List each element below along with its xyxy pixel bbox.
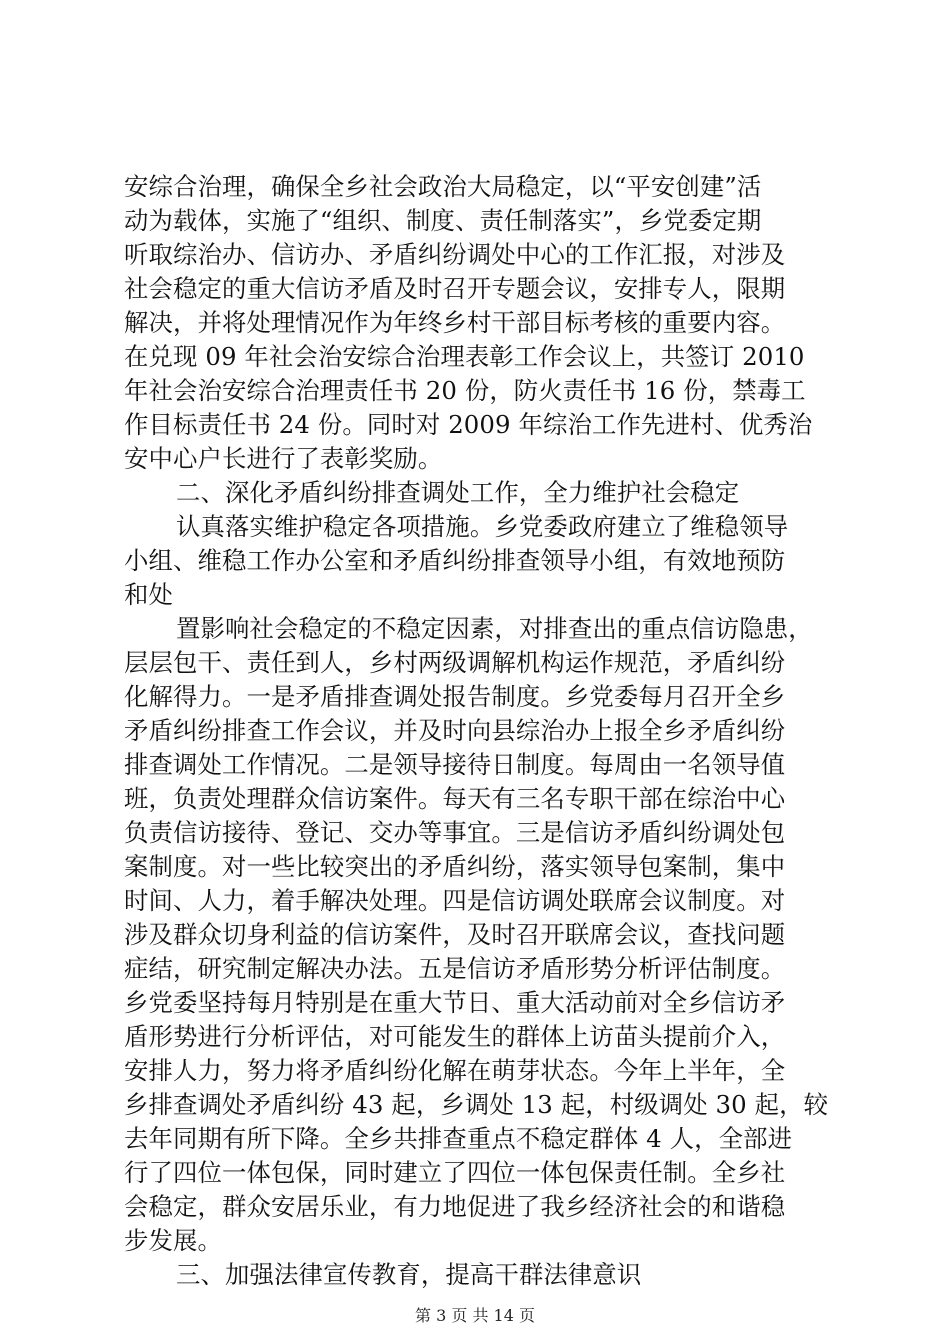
- text-line: 作目标责任书 24 份。同时对 2009 年综治工作先进村、优秀治: [124, 410, 813, 439]
- text-line: 班，负责处理群众信访案件。每天有三名专职干部在综治中心: [124, 784, 786, 813]
- page-footer: 第 3 页 共 14 页: [415, 1306, 535, 1325]
- text-line: 步发展。: [124, 1226, 222, 1255]
- text-line: 症结，研究制定解决办法。五是信访矛盾形势分析评估制度。: [124, 954, 786, 983]
- section-heading: 三、加强法律宣传教育，提高干群法律意识: [176, 1260, 642, 1289]
- text-line: 会稳定，群众安居乐业，有力地促进了我乡经济社会的和谐稳: [124, 1192, 786, 1221]
- text-line: 去年同期有所下降。全乡共排查重点不稳定群体 4 人，全部进: [124, 1124, 793, 1153]
- text-line: 行了四位一体包保，同时建立了四位一体包保责任制。全乡社: [124, 1158, 786, 1187]
- text-line: 安排人力，努力将矛盾纠纷化解在萌芽状态。今年上半年，全: [124, 1056, 786, 1085]
- text-line: 动为载体，实施了“组织、制度、责任制落实”，乡党委定期: [124, 206, 762, 235]
- text-line: 认真落实维护稳定各项措施。乡党委政府建立了维稳领导: [176, 512, 789, 541]
- text-line: 年社会治安综合治理责任书 20 份，防火责任书 16 份，禁毒工: [124, 376, 806, 405]
- text-line: 化解得力。一是矛盾排查调处报告制度。乡党委每月召开全乡: [124, 682, 786, 711]
- text-line: 安综合治理，确保全乡社会政治大局稳定，以“平安创建”活: [124, 172, 762, 201]
- text-line: 解决，并将处理情况作为年终乡村干部目标考核的重要内容。: [124, 308, 786, 337]
- text-line: 乡党委坚持每月特别是在重大节日、重大活动前对全乡信访矛: [124, 988, 786, 1017]
- text-line: 案制度。对一些比较突出的矛盾纠纷，落实领导包案制，集中: [124, 852, 786, 881]
- text-line: 层层包干、责任到人，乡村两级调解机构运作规范，矛盾纠纷: [124, 648, 786, 677]
- text-line: 时间、人力，着手解决处理。四是信访调处联席会议制度。对: [124, 886, 786, 915]
- text-line: 安中心户长进行了表彰奖励。: [124, 444, 443, 473]
- text-line: 小组、维稳工作办公室和矛盾纠纷排查领导小组，有效地预防: [124, 546, 786, 575]
- text-line: 和处: [124, 580, 173, 609]
- text-line: 矛盾纠纷排查工作会议，并及时向县综治办上报全乡矛盾纠纷: [124, 716, 786, 745]
- text-line: 负责信访接待、登记、交办等事宜。三是信访矛盾纠纷调处包: [124, 818, 786, 847]
- section-heading: 二、深化矛盾纠纷排查调处工作，全力维护社会稳定: [176, 478, 740, 507]
- text-line: 社会稳定的重大信访矛盾及时召开专题会议，安排专人，限期: [124, 274, 786, 303]
- text-line: 听取综治办、信访办、矛盾纠纷调处中心的工作汇报，对涉及: [124, 240, 786, 269]
- text-line: 置影响社会稳定的不稳定因素，对排查出的重点信访隐患，: [176, 614, 813, 643]
- text-line: 盾形势进行分析评估，对可能发生的群体上访苗头提前介入，: [124, 1022, 786, 1051]
- text-line: 在兑现 09 年社会治安综合治理表彰工作会议上，共签订 2010: [124, 342, 805, 371]
- text-line: 涉及群众切身利益的信访案件，及时召开联席会议，查找问题: [124, 920, 786, 949]
- text-line: 排查调处工作情况。二是领导接待日制度。每周由一名领导值: [124, 750, 786, 779]
- text-line: 乡排查调处矛盾纠纷 43 起，乡调处 13 起，村级调处 30 起，较: [124, 1090, 829, 1119]
